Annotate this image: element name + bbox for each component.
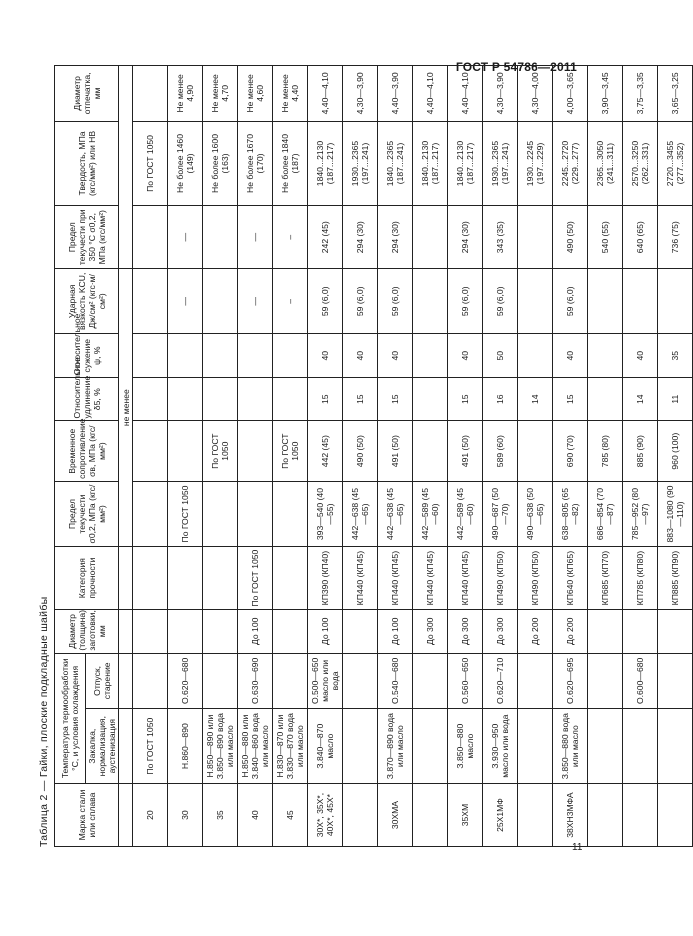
cell-quench: Н.850—880 или З.840—860 вода или масло [238,709,273,784]
cell-tensile: 490 (50) [343,421,378,481]
cell-red: 50 [483,334,518,378]
cell-hard: Не более 1670 (170) [238,121,273,206]
cell-hard: 1930...2365 (197...241) [343,121,378,206]
cell-quench [658,709,693,784]
cell-quench: З.840—870 масло [308,709,343,784]
cell-elong [238,377,273,421]
cell-impact: – [273,269,308,334]
col-category: Категория прочности [55,547,119,610]
cell-grade [518,784,553,847]
cell-elong [203,377,238,421]
table-row [378,66,413,847]
col-elongation: Относительное удлинение δ5, % [55,377,119,421]
cell-diameter: До 300 [413,610,448,654]
subheader-spacer [119,709,133,784]
cell-elong [133,377,168,421]
cell-quench [343,709,378,784]
cell-hard: 1930...2245 (197...229) [518,121,553,206]
cell-diameter: До 200 [553,610,588,654]
cell-category: КП885 (КП90) [658,547,693,610]
cell-temper [133,653,168,709]
cell-category: КП390 (КП40) [308,547,343,610]
cell-y350: 242 (45) [308,206,343,269]
cell-impact [133,269,168,334]
cell-elong: 16 [483,377,518,421]
cell-tensile: 442 (45) [308,421,343,481]
cell-category [168,547,203,610]
cell-diameter [623,610,658,654]
cell-diameter: До 100 [238,610,273,654]
cell-red: 40 [378,334,413,378]
cell-tensile: По ГОСТ 1050 [273,421,308,481]
table-body [133,66,693,847]
cell-y350: 490 (50) [553,206,588,269]
cell-category: КП440 (КП45) [413,547,448,610]
cell-y350: 736 (75) [658,206,693,269]
col-yield: Предел текучести σ0,2, МПа (кгс/мм²) [55,481,119,546]
cell-elong: 15 [448,377,483,421]
cell-y350: 540 (55) [588,206,623,269]
cell-impact: 59 (6,0) [483,269,518,334]
cell-tensile: 491 (50) [378,421,413,481]
cell-red [133,334,168,378]
cell-impact: — [168,269,203,334]
cell-imp: 4,30—3,90 [483,66,518,122]
cell-quench: З.850—880 масло [448,709,483,784]
cell-red: 40 [343,334,378,378]
cell-imp: 4,40—4,10 [413,66,448,122]
cell-y350: 294 (30) [343,206,378,269]
cell-red: 40 [308,334,343,378]
cell-imp: 4,00—3,65 [553,66,588,122]
cell-y350: — [238,206,273,269]
cell-diameter [588,610,623,654]
cell-impact: 59 (6,0) [553,269,588,334]
cell-y350: 294 (30) [378,206,413,269]
cell-y350: — [168,206,203,269]
cell-tensile [133,421,168,481]
cell-red [238,334,273,378]
col-quench: Закалка, нормализация, аустенизация [86,709,119,784]
table-row [133,66,168,847]
cell-elong [413,377,448,421]
cell-grade: 38ХН3МФА [553,784,588,847]
table-row [658,66,693,847]
cell-imp: 4,30—3,90 [343,66,378,122]
cell-impact [518,269,553,334]
cell-grade: 35ХМ [448,784,483,847]
cell-yield: 442—638 (45—65) [378,481,413,546]
cell-category: КП440 (КП45) [448,547,483,610]
cell-imp: Не менее 4,90 [168,66,203,122]
cell-diameter: До 300 [448,610,483,654]
cell-impact [588,269,623,334]
cell-hard: Не более 1840 (187) [273,121,308,206]
cell-category [133,547,168,610]
cell-grade [343,784,378,847]
col-yield350: Предел текучести при 350 °С σ0,2, МПа (кгс/мм²) [55,206,119,269]
cell-diameter [273,610,308,654]
document-header: ГОСТ Р 54786—2011 [455,60,577,74]
cell-imp: 3,65—3,25 [658,66,693,122]
cell-hard: 1840...2130 (187...217) [448,121,483,206]
table-row [553,66,588,847]
cell-category [273,547,308,610]
cell-imp: 4,40—4,10 [308,66,343,122]
cell-yield: 686—854 (70—87) [588,481,623,546]
subheader-spacer [119,653,133,709]
cell-diameter: До 300 [483,610,518,654]
subheader-spacer [119,547,133,610]
col-impact: Ударная вязкость KCU, Дж/см² (кгс·м/см²) [55,269,119,334]
cell-elong: 15 [308,377,343,421]
cell-red [588,334,623,378]
cell-diameter [168,610,203,654]
table-row [238,66,273,847]
cell-quench [623,709,658,784]
cell-temper [273,653,308,709]
subheader-spacer [119,66,133,269]
cell-red [273,334,308,378]
table-row [168,66,203,847]
cell-elong: 14 [518,377,553,421]
cell-diameter [133,610,168,654]
cell-yield: По ГОСТ 1050 [168,481,203,546]
cell-category [203,547,238,610]
cell-temper [588,653,623,709]
cell-temper: О.630—690 [238,653,273,709]
cell-yield: 883—1080 (90—110) [658,481,693,546]
cell-elong: 15 [378,377,413,421]
cell-yield [203,481,238,546]
cell-quench: По ГОСТ 1050 [133,709,168,784]
cell-imp [133,66,168,122]
cell-imp: 4,40—3,90 [378,66,413,122]
table-row [588,66,623,847]
cell-y350: 343 (35) [483,206,518,269]
cell-red: 40 [448,334,483,378]
col-reduction: Относительное сужение ψ, % [55,334,119,378]
cell-diameter: До 100 [308,610,343,654]
cell-imp: 3,90—3,45 [588,66,623,122]
cell-imp: 4,40—4,10 [448,66,483,122]
cell-grade [588,784,623,847]
cell-quench [518,709,553,784]
cell-imp: 4,30—4,00 [518,66,553,122]
cell-y350 [203,206,238,269]
cell-elong: 11 [658,377,693,421]
cell-quench [588,709,623,784]
cell-y350: 640 (65) [623,206,658,269]
cell-impact [623,269,658,334]
cell-tensile [518,421,553,481]
cell-temper [203,653,238,709]
cell-tensile: 690 (70) [553,421,588,481]
cell-yield: 393—540 (40—55) [308,481,343,546]
cell-category: КП440 (КП45) [378,547,413,610]
cell-hard: 2570...3250 (262...331) [623,121,658,206]
cell-red: 40 [623,334,658,378]
cell-elong: 14 [623,377,658,421]
cell-y350 [133,206,168,269]
cell-impact: 59 (6,0) [378,269,413,334]
cell-temper [413,653,448,709]
cell-hard: Не более 1600 (163) [203,121,238,206]
col-tensile: Временное сопротивление σв, МПа (кгс/мм²) [55,421,119,481]
cell-hard: 1840...2130 (187...217) [308,121,343,206]
cell-yield [238,481,273,546]
cell-quench: З.870—890 вода или масло [378,709,413,784]
cell-category: КП490 (КП50) [483,547,518,610]
cell-hard: 1840...2130 (187...217) [413,121,448,206]
table-caption: Таблица 2 — Гайки, плоские подкладные шайбы [38,596,50,847]
cell-grade: 45 [273,784,308,847]
col-hardness: Твердость, МПа (кгс/мм²) или НВ [55,121,119,206]
rotated-table-block [36,65,685,847]
cell-red [518,334,553,378]
cell-yield [133,481,168,546]
table-row [308,66,343,847]
cell-temper [343,653,378,709]
cell-red [203,334,238,378]
cell-red [413,334,448,378]
page-number: 11 [572,842,583,853]
cell-temper: О.620—680 [168,653,203,709]
cell-hard: 1840...2365 (187...241) [378,121,413,206]
cell-temper: О.620—695 [553,653,588,709]
cell-grade [658,784,693,847]
col-diameter: Диаметр (толщина) заготовки, мм [55,610,119,654]
cell-impact [658,269,693,334]
cell-elong: 15 [343,377,378,421]
subheader-spacer [119,610,133,654]
cell-tensile: 491 (50) [448,421,483,481]
cell-quench: Н.850—890 или З.850—890 вода или масло [203,709,238,784]
cell-yield: 442—589 (45—60) [448,481,483,546]
cell-category: КП685 (КП70) [588,547,623,610]
cell-y350: 294 (30) [448,206,483,269]
table-row [518,66,553,847]
cell-hard: По ГОСТ 1050 [133,121,168,206]
col-temper: Отпуск, старение [86,653,119,709]
cell-imp: Не менее 4,70 [203,66,238,122]
cell-category: КП490 (КП50) [518,547,553,610]
cell-elong [168,377,203,421]
cell-red: 40 [553,334,588,378]
cell-tensile [168,421,203,481]
cell-impact: 59 (6,0) [448,269,483,334]
cell-quench [413,709,448,784]
cell-diameter: До 100 [378,610,413,654]
col-imprint: Диаметр отпечатка, мм [55,66,119,122]
cell-impact: — [238,269,273,334]
cell-y350 [413,206,448,269]
subheader-not-less: не менее [119,269,133,547]
cell-yield: 490—638 (50—65) [518,481,553,546]
cell-grade: 20 [133,784,168,847]
cell-elong: 15 [553,377,588,421]
table-row [273,66,308,847]
cell-tensile: 885 (90) [623,421,658,481]
cell-grade: 25Х1МФ [483,784,518,847]
cell-impact: 59 (6,0) [343,269,378,334]
cell-hard: 1930...2365 (197...241) [483,121,518,206]
cell-tensile [413,421,448,481]
cell-elong [588,377,623,421]
cell-impact: 59 (6,0) [308,269,343,334]
cell-category: КП440 (КП45) [343,547,378,610]
cell-red: 35 [658,334,693,378]
cell-quench: Н.830—870 или З.830—870 вода или масло [273,709,308,784]
cell-grade: 40 [238,784,273,847]
cell-category: По ГОСТ 1050 [238,547,273,610]
cell-diameter [658,610,693,654]
cell-hard: 2365...3050 (241...311) [588,121,623,206]
cell-grade [413,784,448,847]
subheader-spacer [119,784,133,847]
cell-grade: 30Х*, 35Х*, 40Х*, 45Х* [308,784,343,847]
table-row [623,66,658,847]
cell-category: КП640 (КП65) [553,547,588,610]
col-heat-group: Температура термообработки °С, и условия охлаждения [55,653,86,784]
cell-temper [518,653,553,709]
cell-temper: О.560—650 [448,653,483,709]
cell-quench: Н.860—890 [168,709,203,784]
col-grade: Марка стали или сплава [55,784,119,847]
cell-y350 [518,206,553,269]
cell-grade [623,784,658,847]
cell-tensile: 589 (60) [483,421,518,481]
cell-diameter: До 200 [518,610,553,654]
cell-imp: 3,75—3,35 [623,66,658,122]
cell-yield: 785—952 (80—97) [623,481,658,546]
cell-grade: 30 [168,784,203,847]
cell-grade: 30ХМА [378,784,413,847]
cell-hard: 2245...2720 (229...277) [553,121,588,206]
cell-red [168,334,203,378]
cell-elong [273,377,308,421]
cell-tensile [238,421,273,481]
cell-yield: 638—805 (65—82) [553,481,588,546]
cell-diameter [203,610,238,654]
cell-diameter [343,610,378,654]
cell-temper: О.540—680 [378,653,413,709]
properties-table [54,65,693,847]
cell-imp: Не менее 4,40 [273,66,308,122]
cell-temper [658,653,693,709]
table-row [483,66,518,847]
cell-tensile: 785 (80) [588,421,623,481]
cell-quench: З.930—950 масло или вода [483,709,518,784]
cell-tensile: По ГОСТ 1050 [203,421,238,481]
cell-temper: О.620—710 [483,653,518,709]
cell-category: КП785 (КП80) [623,547,658,610]
table-row [413,66,448,847]
cell-yield: 442—589 (45—60) [413,481,448,546]
cell-quench: З.850—880 вода или масло [553,709,588,784]
cell-impact [203,269,238,334]
cell-temper: О.500—650 масло или вода [308,653,343,709]
cell-grade: 35 [203,784,238,847]
cell-yield: 442—638 (45—65) [343,481,378,546]
table-row [448,66,483,847]
cell-imp: Не менее 4,60 [238,66,273,122]
cell-y350: – [273,206,308,269]
cell-yield: 490—687 (50—70) [483,481,518,546]
cell-impact [413,269,448,334]
cell-tensile: 960 (100) [658,421,693,481]
table-row [343,66,378,847]
cell-temper: О.600—680 [623,653,658,709]
cell-hard: 2720...3455 (277...352) [658,121,693,206]
cell-yield [273,481,308,546]
table-row [203,66,238,847]
cell-hard: Не более 1460 (149) [168,121,203,206]
